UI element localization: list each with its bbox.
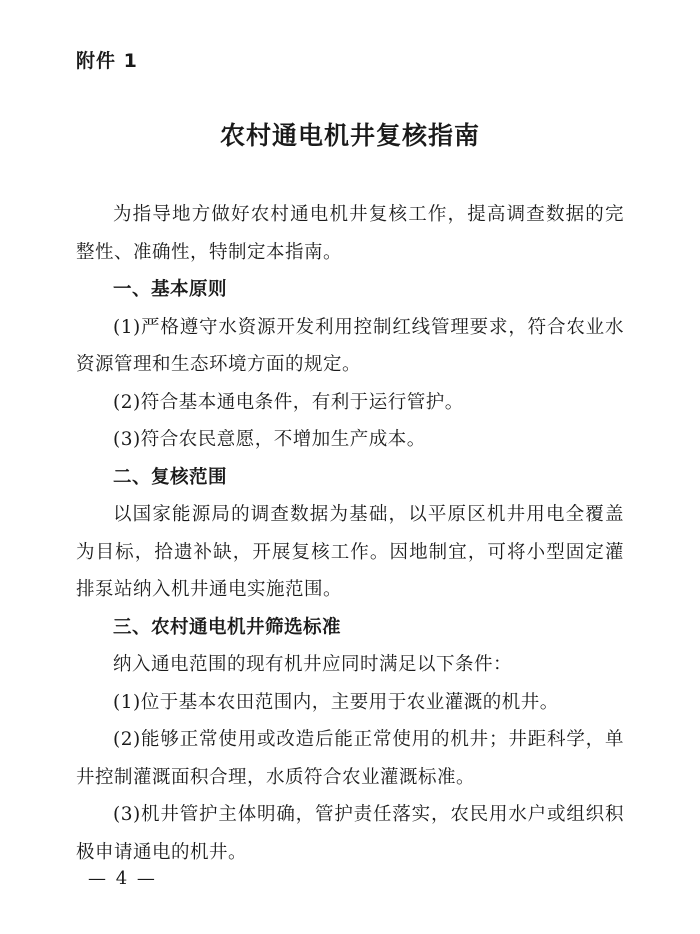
criteria-1: (1)位于基本农田范围内，主要用于农业灌溉的机井。 [113, 691, 559, 713]
criteria-intro: 纳入通电范围的现有机井应同时满足以下条件： [113, 654, 513, 675]
document-body [76, 196, 624, 871]
scope-paragraph: 以国家能源局的调查数据为基础，以平原区机井用电全覆盖为目标，拾遗补缺，开展复核工作。因地制宜，可将小型固定灌排泵站纳入机井通电实施范围。 [76, 504, 624, 600]
principle-3: (3)符合农民意愿，不增加生产成本。 [113, 429, 426, 450]
criteria-2: (2)能够正常使用或改造后能正常使用的机井；井距科学，单井控制灌溉面积合理，水质符合农业灌溉标准。 [76, 729, 624, 788]
page-number: — 4 — [88, 868, 157, 889]
attachment-label: 附件 1 [76, 50, 138, 72]
intro-paragraph: 为指导地方做好农村通电机井复核工作，提高调查数据的完整性、准确性，特制定本指南。 [76, 204, 624, 263]
section-heading-criteria: 三、农村通电机井筛选标准 [113, 616, 342, 638]
criteria-3: (3)机井管护主体明确，管护责任落实，农民用水户或组织积极申请通电的机井。 [76, 804, 624, 863]
section-heading-scope: 二、复核范围 [113, 466, 228, 488]
principle-1: (1)严格遵守水资源开发利用控制红线管理要求，符合农业水资源管理和生态环境方面的规定。 [76, 316, 624, 375]
document-title: 农村通电机井复核指南 [219, 121, 480, 150]
section-heading-principles: 一、基本原则 [113, 279, 228, 300]
principle-2: (2)符合基本通电条件，有利于运行管护。 [113, 391, 464, 413]
